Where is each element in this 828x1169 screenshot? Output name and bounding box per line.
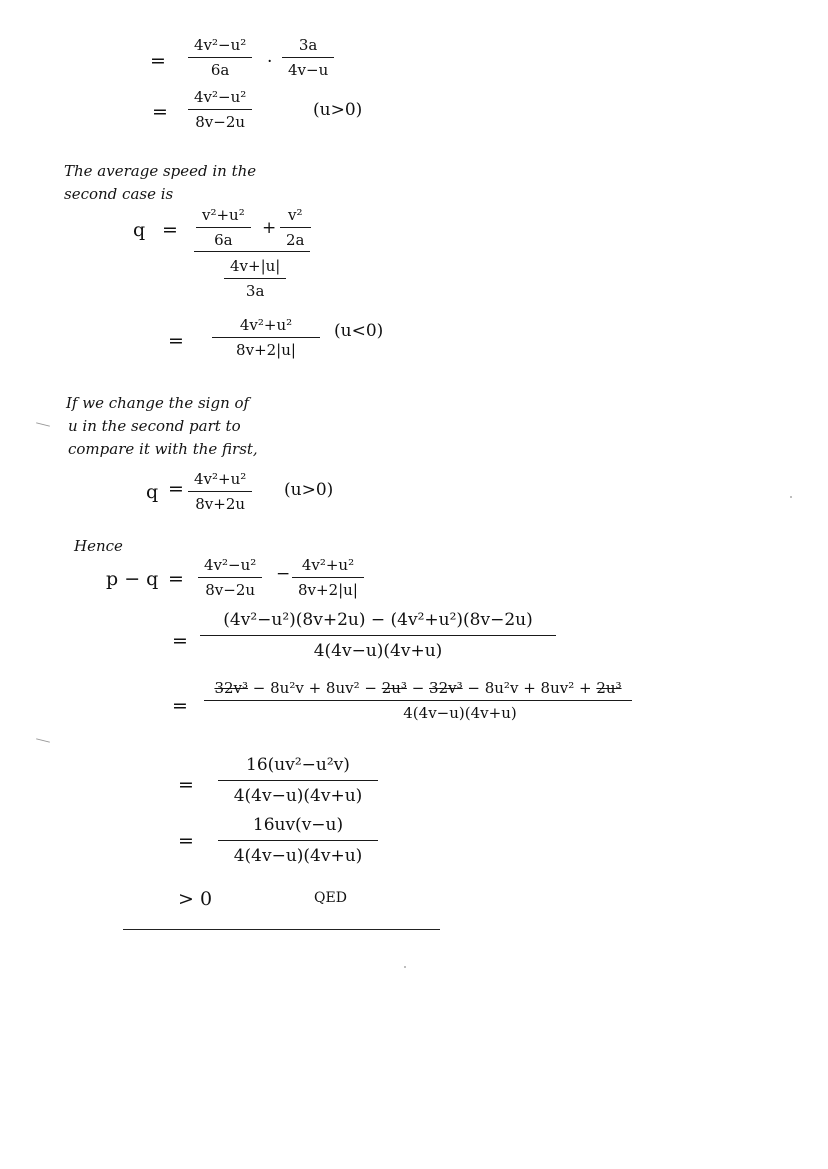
numerator: 16uv(v−u): [252, 815, 344, 835]
multiply-dot: ·: [267, 52, 273, 72]
term: − 8u²v + 8uv² −: [248, 679, 382, 697]
denominator: 6a: [214, 231, 233, 249]
cancelled-term: 2u³: [596, 679, 622, 697]
numerator: v²: [288, 206, 303, 224]
fraction: [188, 472, 252, 512]
fraction: [218, 757, 378, 805]
plus-sign: +: [262, 218, 277, 238]
fraction: [188, 90, 252, 130]
hence-label: Hence: [74, 537, 123, 555]
main-fraction-bar: [194, 251, 310, 252]
prose-line: compare it with the first,: [68, 440, 258, 458]
closing-rule: [123, 929, 440, 930]
cancelled-term: 32v³: [429, 679, 463, 697]
scan-mark: [36, 738, 50, 742]
denominator: 4(4v−u)(4v+u): [233, 786, 363, 806]
numerator: 4v²+u²: [239, 316, 293, 334]
denominator: 8v+2|u|: [298, 581, 358, 599]
denominator: 8v+2|u|: [236, 341, 296, 359]
prose-line: u in the second part to: [68, 417, 241, 435]
numerator: (4v²−u²)(8v+2u) − (4v²+u²)(8v−2u): [223, 610, 533, 630]
denominator: 3a: [245, 282, 265, 300]
condition: (u<0): [334, 321, 384, 341]
scan-mark: [36, 422, 50, 426]
cancelled-term: 32v³: [214, 679, 249, 697]
scan-speck: [790, 496, 792, 498]
numerator: 4v²−u²: [204, 556, 257, 574]
numerator: 4v²+u²: [194, 470, 247, 488]
prose-line: If we change the sign of: [66, 394, 250, 412]
numerator: 16(uv²−u²v): [246, 755, 350, 775]
fraction: [200, 612, 556, 660]
fraction: [212, 318, 320, 358]
equals-sign: =: [152, 101, 168, 123]
fraction: [224, 259, 286, 299]
fraction: [188, 38, 252, 78]
denominator: 6a: [210, 61, 230, 79]
prose-line: second case is: [64, 185, 174, 203]
denominator: 4(4v−u)(4v+u): [313, 641, 443, 661]
numerator: 4v²−u²: [194, 36, 247, 54]
equals-sign: =: [172, 630, 188, 652]
equals-sign: =: [162, 219, 178, 241]
equals-sign: =: [168, 330, 184, 352]
numerator: v²+u²: [202, 206, 245, 224]
denominator: 4(4v−u)(4v+u): [403, 704, 517, 722]
numerator: 3a: [298, 36, 318, 54]
minus-sign: −: [276, 564, 291, 584]
variable-q: q: [133, 219, 146, 241]
prose-line: The average speed in the: [64, 162, 257, 180]
numerator: 4v²+u²: [301, 556, 355, 574]
fraction: [218, 817, 378, 865]
fraction: [280, 208, 311, 248]
numerator: [208, 681, 627, 700]
denominator: 8v+2u: [195, 495, 246, 513]
fraction: [282, 38, 334, 78]
denominator: 2a: [286, 231, 305, 249]
condition: (u>0): [313, 100, 363, 120]
numerator: 4v²−u²: [194, 88, 247, 106]
fraction: [196, 208, 251, 248]
term: − 8u²v + 8uv² +: [462, 679, 597, 697]
qed-label: QED: [314, 890, 347, 906]
expression-p-minus-q: p − q: [106, 568, 159, 590]
equals-sign: =: [168, 568, 184, 590]
fraction: [198, 558, 262, 598]
equals-sign: =: [178, 830, 194, 852]
equals-sign: =: [150, 50, 166, 72]
variable-q: q: [146, 481, 159, 503]
denominator: 4v−u: [288, 61, 329, 79]
equals-sign: =: [168, 478, 184, 500]
term: −: [406, 679, 430, 697]
equals-sign: =: [178, 774, 194, 796]
equals-sign: =: [172, 695, 188, 717]
numerator: 4v+|u|: [230, 257, 281, 275]
condition: (u>0): [284, 480, 334, 500]
denominator: 4(4v−u)(4v+u): [233, 846, 363, 866]
scan-speck: [404, 966, 406, 968]
denominator: 8v−2u: [195, 113, 246, 131]
cancelled-term: 2u³: [381, 679, 407, 697]
greater-than-zero: > 0: [178, 888, 213, 910]
fraction: [204, 681, 632, 721]
denominator: 8v−2u: [205, 581, 256, 599]
fraction: [292, 558, 364, 598]
